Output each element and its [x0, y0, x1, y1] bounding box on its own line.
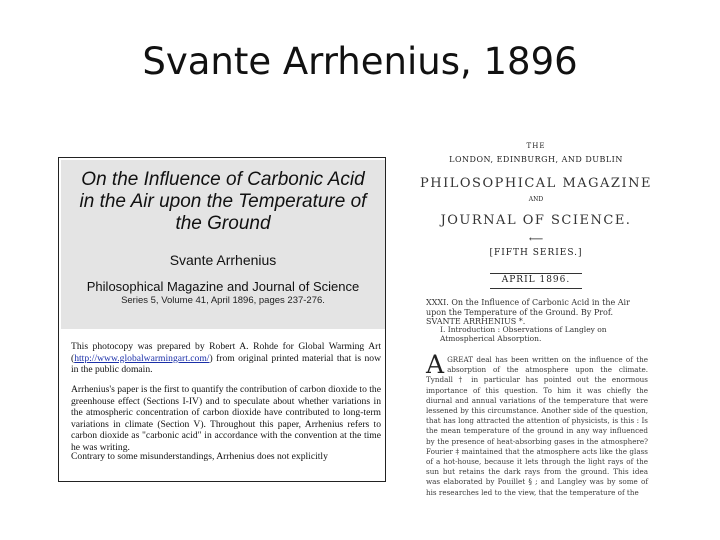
- article-body: [426, 350, 648, 498]
- globalwarmingart-link[interactable]: http://www.globalwarmingart.com/: [74, 352, 210, 364]
- summary-paragraph: Arrhenius's paper is the first to quantify the contribution of carbon dioxide to the greenhouse effect (Sections I-IV) and to speculate about whether variations in the atmospheric concentration of carbon dioxide have contributed to long-term variations in climate (Section V). Throughout this paper, Arrhenius refers to carbon dioxide as "carbonic acid" in accordance with the convention at the time he was writing.: [71, 384, 381, 453]
- paper-cover-page: [58, 157, 386, 482]
- drop-cap: A: [426, 350, 445, 379]
- journal-date: APRIL 1896.: [501, 275, 571, 285]
- paper-title-line: in the Air upon the Temperature of: [79, 191, 367, 212]
- journal-and: AND: [528, 196, 544, 203]
- section-intro: I. Introduction : Observations of Langley on Atmospherical Absorption.: [440, 325, 607, 343]
- slide-title: Svante Arrhenius, 1896: [142, 40, 578, 83]
- journal-london: LONDON, EDINBURGH, AND DUBLIN: [449, 155, 623, 164]
- journal-scan-page: [420, 138, 652, 497]
- journal-philosophical: PHILOSOPHICAL MAGAZINE: [420, 176, 652, 191]
- journal-name: Philosophical Magazine and Journal of Science: [86, 279, 360, 294]
- article-body-text: GREAT deal has been written on the influence of the absorption of the atmosphere upon the climate. Tyndall † in particular has pointed out the enormous importance of this question. To him it was chiefly the diurnal and annual variations of the temperature that were lessened by this circumstance. Another side of the question, that has long attracted the attention of physicists, is this : Is the mean temperature of the ground in any way influenced by the presence of heat-absorbing gases in the atmosphere? Fourier ‡ maintained that the atmosphere acts like the glass of a hot-house, because it lets through the light rays of the sun but retains the dark rays from the ground. This idea was elaborated by Pouillet § ; and Langley was by some of his researches led to the view, that the temperature of the: [426, 355, 648, 497]
- paper-author: Svante Arrhenius: [169, 252, 277, 268]
- journal-series: [FIFTH SERIES.]: [489, 248, 583, 258]
- paper-title-line: the Ground: [175, 213, 271, 234]
- journal-the: THE: [526, 142, 546, 150]
- photocopy-note-text: This photocopy was prepared by Robert A. Rohde for Global Warming Art (: [71, 341, 381, 364]
- photocopy-note: [71, 341, 381, 376]
- photocopy-note-text: ) from original printed material that is now in the public domain.: [71, 352, 381, 376]
- series-info: Series 5, Volume 41, April 1896, pages 237-276.: [121, 295, 325, 306]
- article-heading: XXXI. On the Influence of Carbonic Acid in the Air upon the Temperature of the Ground. By Prof. SVANTE ARRHENIUS *.: [426, 298, 630, 326]
- arrow-ornament-icon: ⟵: [528, 234, 544, 245]
- paper-title: [61, 169, 385, 235]
- journal-of-science: JOURNAL OF SCIENCE.: [440, 213, 632, 228]
- misunderstanding-paragraph: Contrary to some misunderstandings, Arrhenius does not explicitly: [71, 451, 328, 462]
- paper-title-line: On the Influence of Carbonic Acid: [81, 169, 365, 190]
- title-box: [61, 160, 385, 329]
